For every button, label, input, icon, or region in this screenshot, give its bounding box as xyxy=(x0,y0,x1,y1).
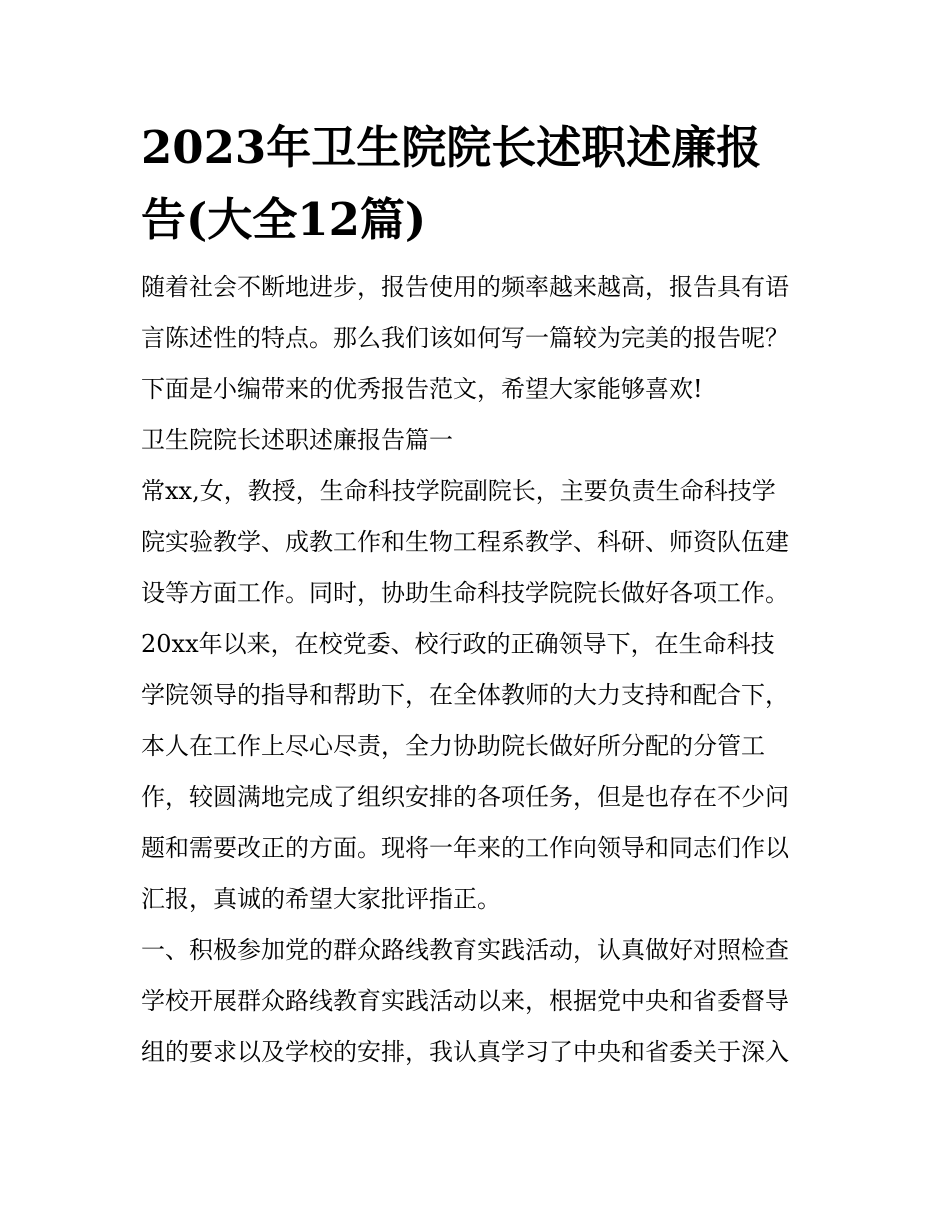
body-line: 院实验教学、成教工作和生物工程系教学、科研、师资队伍建 xyxy=(141,528,789,556)
document-page xyxy=(141,112,821,1078)
body-line: 汇报，真诚的希望大家批评指正。 xyxy=(141,885,501,913)
section-heading: 一、积极参加党的群众路线教育实践活动，认真做好对照检查 xyxy=(141,936,789,964)
body-line: 下面是小编带来的优秀报告范文，希望大家能够喜欢! xyxy=(141,375,703,403)
body-line: 作，较圆满地完成了组织安排的各项任务，但是也存在不少问 xyxy=(141,783,789,811)
body-line: 20xx年以来，在校党委、校行政的正确领导下，在生命科技 xyxy=(141,630,775,658)
body-line: 言陈述性的特点。那么我们该如何写一篇较为完美的报告呢？ xyxy=(141,324,789,352)
body-line: 常xx,女，教授，生命科技学院副院长，主要负责生命科技学 xyxy=(141,477,776,505)
body-line: 题和需要改正的方面。现将一年来的工作向领导和同志们作以 xyxy=(141,834,789,862)
body-line: 随着社会不断地进步，报告使用的频率越来越高，报告具有语 xyxy=(141,273,789,301)
body-line: 学校开展群众路线教育实践活动以来，根据党中央和省委督导 xyxy=(141,987,789,1015)
title-line: 告(大全12篇) xyxy=(141,193,427,246)
body-line: 学院领导的指导和帮助下，在全体教师的大力支持和配合下， xyxy=(141,681,789,709)
document-body xyxy=(141,262,821,1078)
document-title xyxy=(141,112,821,256)
body-line: 设等方面工作。同时，协助生命科技学院院长做好各项工作。 xyxy=(141,579,789,607)
body-line: 组的要求以及学校的安排，我认真学习了中央和省委关于深入 xyxy=(141,1038,789,1066)
title-line: 2023年卫生院院长述职述廉报 xyxy=(141,121,762,174)
section-heading: 卫生院院长述职述廉报告篇一 xyxy=(141,426,453,454)
body-line: 本人在工作上尽心尽责，全力协助院长做好所分配的分管工 xyxy=(141,732,765,760)
